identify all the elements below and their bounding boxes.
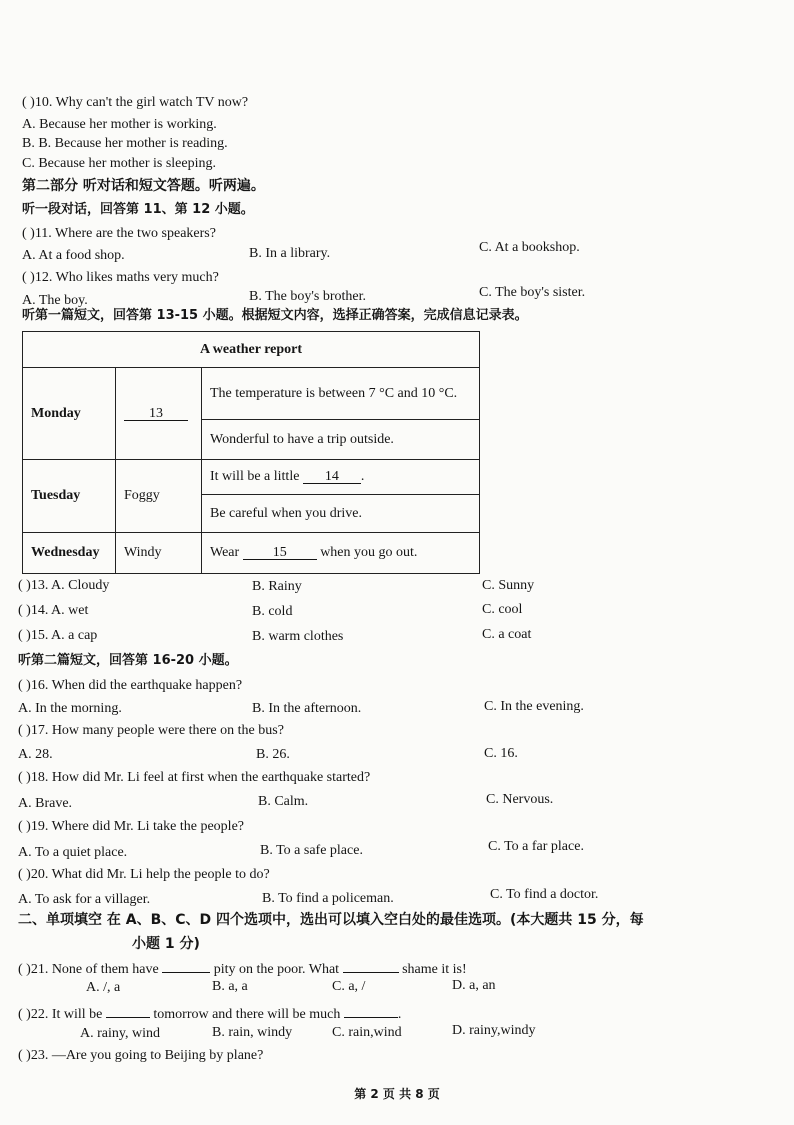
weather-report-table — [22, 331, 480, 574]
q21-mid: pity on the poor. What — [213, 962, 340, 977]
q16-stem: ( )16. When did the earthquake happen? — [18, 678, 243, 693]
blank-14: 14 — [303, 469, 361, 484]
blank-15: 15 — [243, 545, 317, 560]
q11-option-a: A. At a food shop. — [22, 248, 125, 263]
q11-stem: ( )11. Where are the two speakers? — [22, 226, 216, 241]
q18-option-a: A. Brave. — [18, 796, 73, 811]
q21-option-b: B. a, a — [212, 979, 248, 994]
q10-option-b: B. B. Because her mother is reading. — [22, 136, 228, 151]
section2-title: 二、单项填空 在 A、B、C、D 四个选项中，选出可以填入空白处的最佳选项。(本大题共 15 分，每 — [18, 912, 644, 928]
q15-option-c: C. a coat — [482, 627, 532, 642]
tuesday-weather: Foggy — [116, 460, 202, 533]
wednesday-row — [202, 533, 480, 574]
q22-option-a: A. rainy, wind — [80, 1026, 160, 1041]
page-footer: 第 2 页 共 8 页 — [354, 1087, 440, 1101]
q18-option-c: C. Nervous. — [486, 792, 554, 807]
q11-option-b: B. In a library. — [249, 246, 331, 261]
tuesday-note: Be careful when you drive. — [202, 495, 480, 533]
monday-weather-cell — [116, 368, 202, 460]
q16-option-a: A. In the morning. — [18, 701, 122, 716]
section2-title-cont: 小题 1 分) — [132, 936, 200, 952]
q16-option-c: C. In the evening. — [484, 699, 584, 714]
q17-option-a: A. 28. — [18, 747, 53, 762]
q22-mid: tomorrow and there will be much — [153, 1007, 341, 1022]
q22-option-d: D. rainy,windy — [452, 1023, 536, 1038]
day-tuesday: Tuesday — [23, 460, 116, 533]
q17-option-b: B. 26. — [256, 747, 290, 762]
passage1-instruction: 听第一篇短文，回答第 13-15 小题。根据短文内容，选择正确答案，完成信息记录表。 — [22, 308, 528, 323]
monday-temperature: The temperature is between 7 °C and 10 °C. — [202, 368, 480, 420]
q10-option-a: A. Because her mother is working. — [22, 117, 217, 132]
q22-stem — [18, 1003, 401, 1024]
passage2-instruction: 听第二篇短文，回答第 16-20 小题。 — [18, 653, 238, 668]
q12-option-c: C. The boy's sister. — [479, 285, 586, 300]
q22-post: . — [397, 1007, 402, 1022]
q21-option-c: C. a, / — [332, 979, 366, 994]
q21-pre: ( )21. None of them have — [18, 962, 159, 977]
q14-option-b: B. cold — [252, 604, 293, 619]
q14-option-c: C. cool — [482, 602, 523, 617]
q17-option-c: C. 16. — [484, 746, 518, 761]
q18-stem: ( )18. How did Mr. Li feel at first when the earthquake started? — [18, 770, 371, 785]
q12-option-a: A. The boy. — [22, 293, 88, 308]
tuesday-row1-pre: It will be a little — [210, 469, 300, 484]
wednesday-pre: Wear — [210, 545, 240, 560]
q22-option-c: C. rain,wind — [332, 1025, 402, 1040]
q22-blank-2 — [344, 1003, 398, 1018]
q17-stem: ( )17. How many people were there on the bus? — [18, 723, 284, 738]
q21-blank-1 — [162, 958, 210, 973]
q21-option-d: D. a, an — [452, 978, 496, 993]
tuesday-row1 — [202, 460, 480, 495]
wednesday-post: when you go out. — [320, 545, 418, 560]
blank-13: 13 — [124, 406, 188, 421]
q23-stem: ( )23. —Are you going to Beijing by plane? — [18, 1048, 264, 1063]
q21-stem — [18, 958, 467, 979]
q19-stem: ( )19. Where did Mr. Li take the people? — [18, 819, 244, 834]
q16-option-b: B. In the afternoon. — [252, 701, 362, 716]
part2-title: 第二部分 听对话和短文答题。听两遍。 — [22, 178, 265, 194]
q10-option-c: C. Because her mother is sleeping. — [22, 156, 217, 171]
wednesday-weather: Windy — [116, 533, 202, 574]
q21-blank-2 — [343, 958, 399, 973]
q20-stem: ( )20. What did Mr. Li help the people to do? — [18, 867, 270, 882]
tuesday-row1-post: . — [360, 469, 365, 484]
q14-stem: ( )14. A. wet — [18, 603, 89, 618]
q13-option-c: C. Sunny — [482, 578, 535, 593]
q13-option-b: B. Rainy — [252, 579, 302, 594]
q21-post: shame it is! — [402, 962, 467, 977]
q15-option-b: B. warm clothes — [252, 629, 344, 644]
q12-stem: ( )12. Who likes maths very much? — [22, 270, 219, 285]
q12-option-b: B. The boy's brother. — [249, 289, 366, 304]
q10-stem: ( )10. Why can't the girl watch TV now? — [22, 95, 249, 110]
q13-stem: ( )13. A. Cloudy — [18, 578, 110, 593]
q20-option-a: A. To ask for a villager. — [18, 892, 151, 907]
dialog-instruction: 听一段对话，回答第 11、第 12 小题。 — [22, 202, 254, 217]
q15-stem: ( )15. A. a cap — [18, 628, 98, 643]
q18-option-b: B. Calm. — [258, 794, 309, 809]
q20-option-b: B. To find a policeman. — [262, 891, 394, 906]
day-wednesday: Wednesday — [23, 533, 116, 574]
q21-option-a: A. /, a — [86, 980, 121, 995]
monday-note: Wonderful to have a trip outside. — [202, 420, 480, 460]
q11-option-c: C. At a bookshop. — [479, 240, 580, 255]
q22-blank-1 — [106, 1003, 150, 1018]
table-title: A weather report — [23, 332, 480, 368]
q20-option-c: C. To find a doctor. — [490, 887, 599, 902]
q19-option-a: A. To a quiet place. — [18, 845, 128, 860]
q19-option-b: B. To a safe place. — [260, 843, 363, 858]
q19-option-c: C. To a far place. — [488, 839, 584, 854]
q22-pre: ( )22. It will be — [18, 1007, 103, 1022]
day-monday: Monday — [23, 368, 116, 460]
q22-option-b: B. rain, windy — [212, 1025, 293, 1040]
